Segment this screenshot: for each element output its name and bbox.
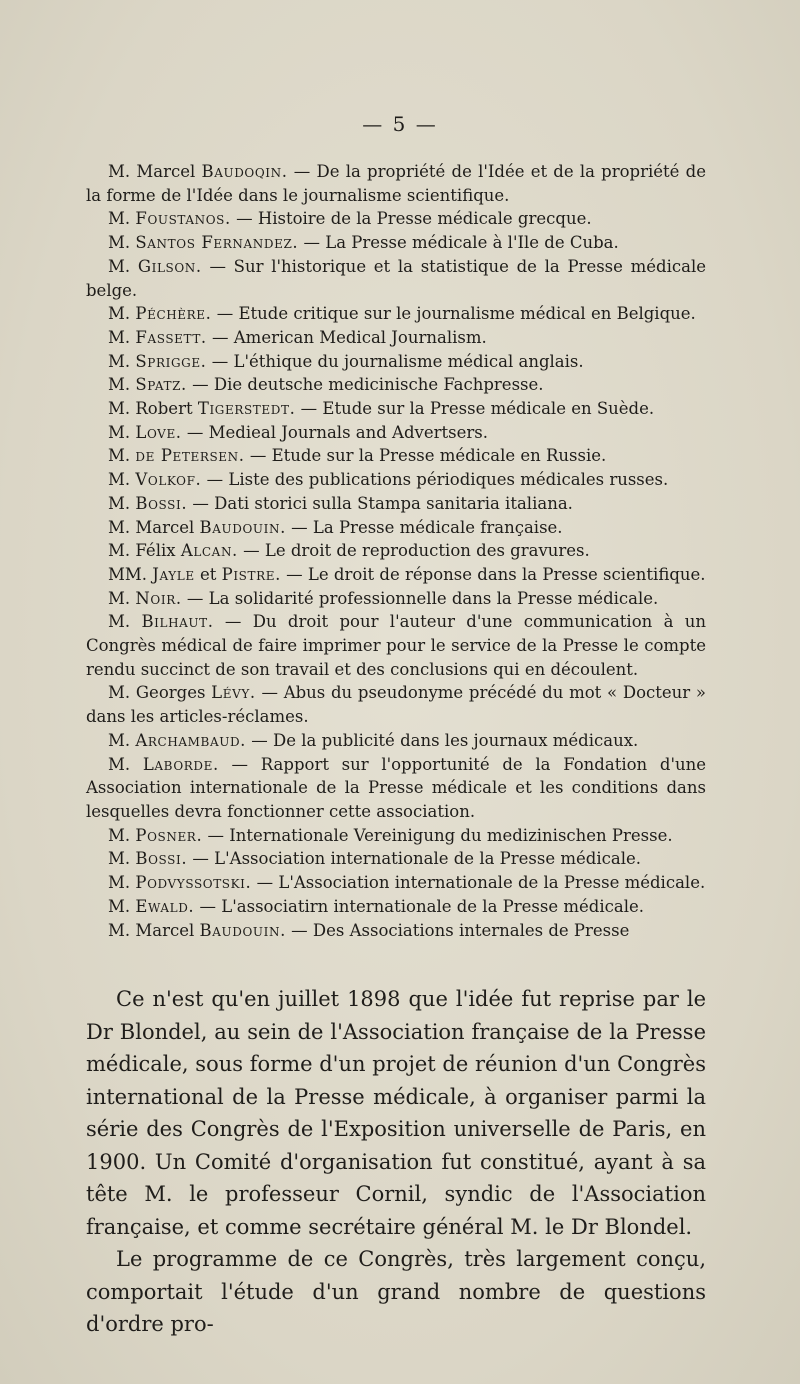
author-name: Foustanos. (135, 209, 231, 229)
author-name: Noir. (135, 588, 182, 608)
list-item (86, 587, 706, 611)
entry-title: — De la propriété de l'Idée et de la propriété de la forme de l'Idée dans le journalisme scientifique. (86, 162, 706, 205)
body-text (86, 983, 706, 1341)
author-name: Archambaud. (135, 730, 247, 750)
list-item (86, 563, 706, 587)
list-item (86, 207, 706, 231)
list-item (86, 729, 706, 753)
author-name: Péchère. (135, 304, 212, 324)
author-name: Love. (135, 422, 182, 442)
entry-prefix: M. (108, 446, 136, 466)
list-item (86, 919, 706, 943)
list-item (86, 468, 706, 492)
entry-title: — American Medical Journalism. (206, 327, 487, 347)
list-item (86, 516, 706, 540)
entry-title: — Etude critique sur le journalisme médical en Belgique. (211, 304, 696, 324)
paragraph: Le programme de ce Congrès, très largement conçu, comportait l'étude d'un grand nombre de questions d'ordre pro- (86, 1247, 706, 1336)
list-item (86, 326, 706, 350)
entry-title: — Etude sur la Presse médicale en Suède. (295, 399, 655, 419)
list-item (86, 373, 706, 397)
entry-prefix: M. (108, 256, 138, 276)
entry-title: — Medieal Journals and Advertsers. (181, 422, 488, 442)
entry-prefix: M. (108, 873, 136, 893)
entry-prefix: M. (108, 825, 136, 845)
author-name: Baudoqin. (201, 162, 288, 181)
entry-prefix: M. Félix (108, 541, 181, 561)
entry-prefix: M. Robert (108, 399, 198, 419)
author-name: Santos Fernandez. (135, 233, 299, 253)
author-name: Spatz. (135, 375, 187, 395)
entry-title: — Histoire de la Presse médicale grecque. (230, 209, 592, 229)
author-name: Bossi. (135, 849, 188, 869)
entry-title: — Liste des publications périodiques médicales russes. (201, 470, 669, 490)
entry-title: — Des Associations internales de Presse (285, 920, 630, 940)
entry-prefix: M. (108, 493, 136, 513)
author-name: Baudouin. (199, 517, 286, 537)
entry-prefix: MM. (108, 564, 153, 584)
author-name: Sprigge. (135, 351, 207, 371)
author-name: Jayle (152, 564, 195, 584)
entry-title: — Sur l'historique et la statistique de la Presse médicale belge. (86, 256, 706, 300)
author-name: Ewald. (135, 896, 195, 916)
entry-connector: et (194, 564, 222, 584)
entry-prefix: M. (108, 470, 136, 490)
author-name: Volkof. (135, 470, 202, 490)
list-item (86, 444, 706, 468)
author-name: Fassett. (135, 327, 207, 347)
entry-prefix: M. (108, 351, 136, 371)
entry-prefix: M. (108, 327, 136, 347)
entry-prefix: M. (108, 209, 136, 229)
entry-prefix: M. (108, 233, 136, 253)
author-name: Pistre. (221, 564, 281, 584)
author-name: de Petersen. (135, 446, 245, 466)
list-item (86, 539, 706, 563)
entry-prefix: M. (108, 422, 136, 442)
entry-title: — L'associatirn internationale de la Presse médicale. (194, 896, 644, 916)
author-name: Baudouin. (199, 920, 286, 940)
entry-prefix: M. (108, 304, 136, 324)
entry-title: — Abus du pseudonyme précédé du mot « Docteur » dans les articles-réclames. (86, 683, 707, 727)
entry-prefix: M. (108, 730, 136, 750)
entry-prefix: M. (108, 375, 136, 395)
entry-title: — Die deutsche medicinische Fachpresse. (186, 375, 544, 395)
list-item (86, 302, 706, 326)
entry-title: — L'éthique du journalisme médical anglais. (206, 351, 584, 371)
entry-prefix: M. Marcel (108, 920, 200, 940)
entry-title: — Le droit de réponse dans la Presse scientifique. (280, 564, 706, 584)
author-name: Lévy. (211, 683, 256, 703)
list-item (86, 350, 706, 374)
author-name: Podvyssotski. (135, 873, 252, 893)
list-item (86, 231, 706, 255)
entry-title: — L'Association internationale de la Presse médicale. (251, 873, 706, 893)
list-item (86, 681, 706, 728)
author-name: Laborde. (142, 754, 219, 774)
entry-prefix: M. (108, 588, 136, 608)
entry-title: — Etude sur la Presse médicale en Russie. (244, 446, 607, 466)
communications-list (86, 160, 706, 942)
author-name: Tigerstedt. (197, 399, 296, 419)
paragraph: Ce n'est qu'en juillet 1898 que l'idée fut reprise par le Dr Blondel, au sein de l'Association française de la Presse médicale, sous forme d'un projet de réunion d'un Congrès international de la Presse médicale, à organiser parmi la série des Congrès de l'Exposition universelle de Paris, en 1900. Un Comité d'organisation fut constitué, ayant à sa tête M. le professeur Cornil, syndic de l'Association française, et comme secrétaire général M. le Dr Blondel. (86, 987, 706, 1239)
entry-title: — Dati storici sulla Stampa sanitaria italiana. (187, 493, 573, 513)
list-item (86, 895, 706, 919)
list-item (86, 610, 706, 681)
list-item (86, 753, 706, 824)
entry-title: — La solidarité professionnelle dans la Presse médicale. (181, 588, 659, 608)
entry-title: — De la publicité dans les journaux médicaux. (246, 730, 639, 750)
author-name: Bossi. (135, 493, 188, 513)
author-name: Posner. (135, 825, 203, 845)
entry-title: — Le droit de reproduction des gravures. (237, 541, 590, 561)
list-item (86, 492, 706, 516)
list-item (86, 421, 706, 445)
entry-title: — L'Association internationale de la Presse médicale. (187, 849, 641, 869)
author-name: Gilson. (137, 256, 202, 276)
list-item (86, 847, 706, 871)
entry-title: — La Presse médicale française. (285, 517, 563, 537)
list-item (86, 397, 706, 421)
entry-prefix: M. Georges (108, 683, 212, 703)
entry-prefix: M. Marcel (108, 517, 200, 537)
entry-title: — Rapport sur l'opportunité de la Fondation d'une Association internationale de la Presse médicale et les conditions dans lesquelles devra fonctionner cette association. (86, 754, 707, 821)
author-name: Alcan. (180, 541, 238, 561)
list-item (86, 255, 706, 302)
entry-prefix: M. (108, 612, 142, 632)
list-item (86, 871, 706, 895)
entry-prefix: M. (108, 754, 143, 774)
list-item (86, 160, 706, 207)
list-item (86, 824, 706, 848)
author-name: Bilhaut. (141, 612, 214, 632)
entry-title: — Du droit pour l'auteur d'une communication à un Congrès médical de faire imprimer pour le service de la Presse le compte rendu succinct de son travail et des conclusions qui en découlent. (86, 612, 706, 679)
entry-prefix: M. (108, 849, 136, 869)
page-number: — 5 — (362, 112, 438, 136)
entry-title: — Internationale Vereinigung du medizinischen Presse. (202, 825, 673, 845)
entry-prefix: M. (108, 896, 136, 916)
entry-title: — La Presse médicale à l'Ile de Cuba. (298, 233, 619, 253)
entry-prefix: M. Marcel (108, 162, 202, 181)
